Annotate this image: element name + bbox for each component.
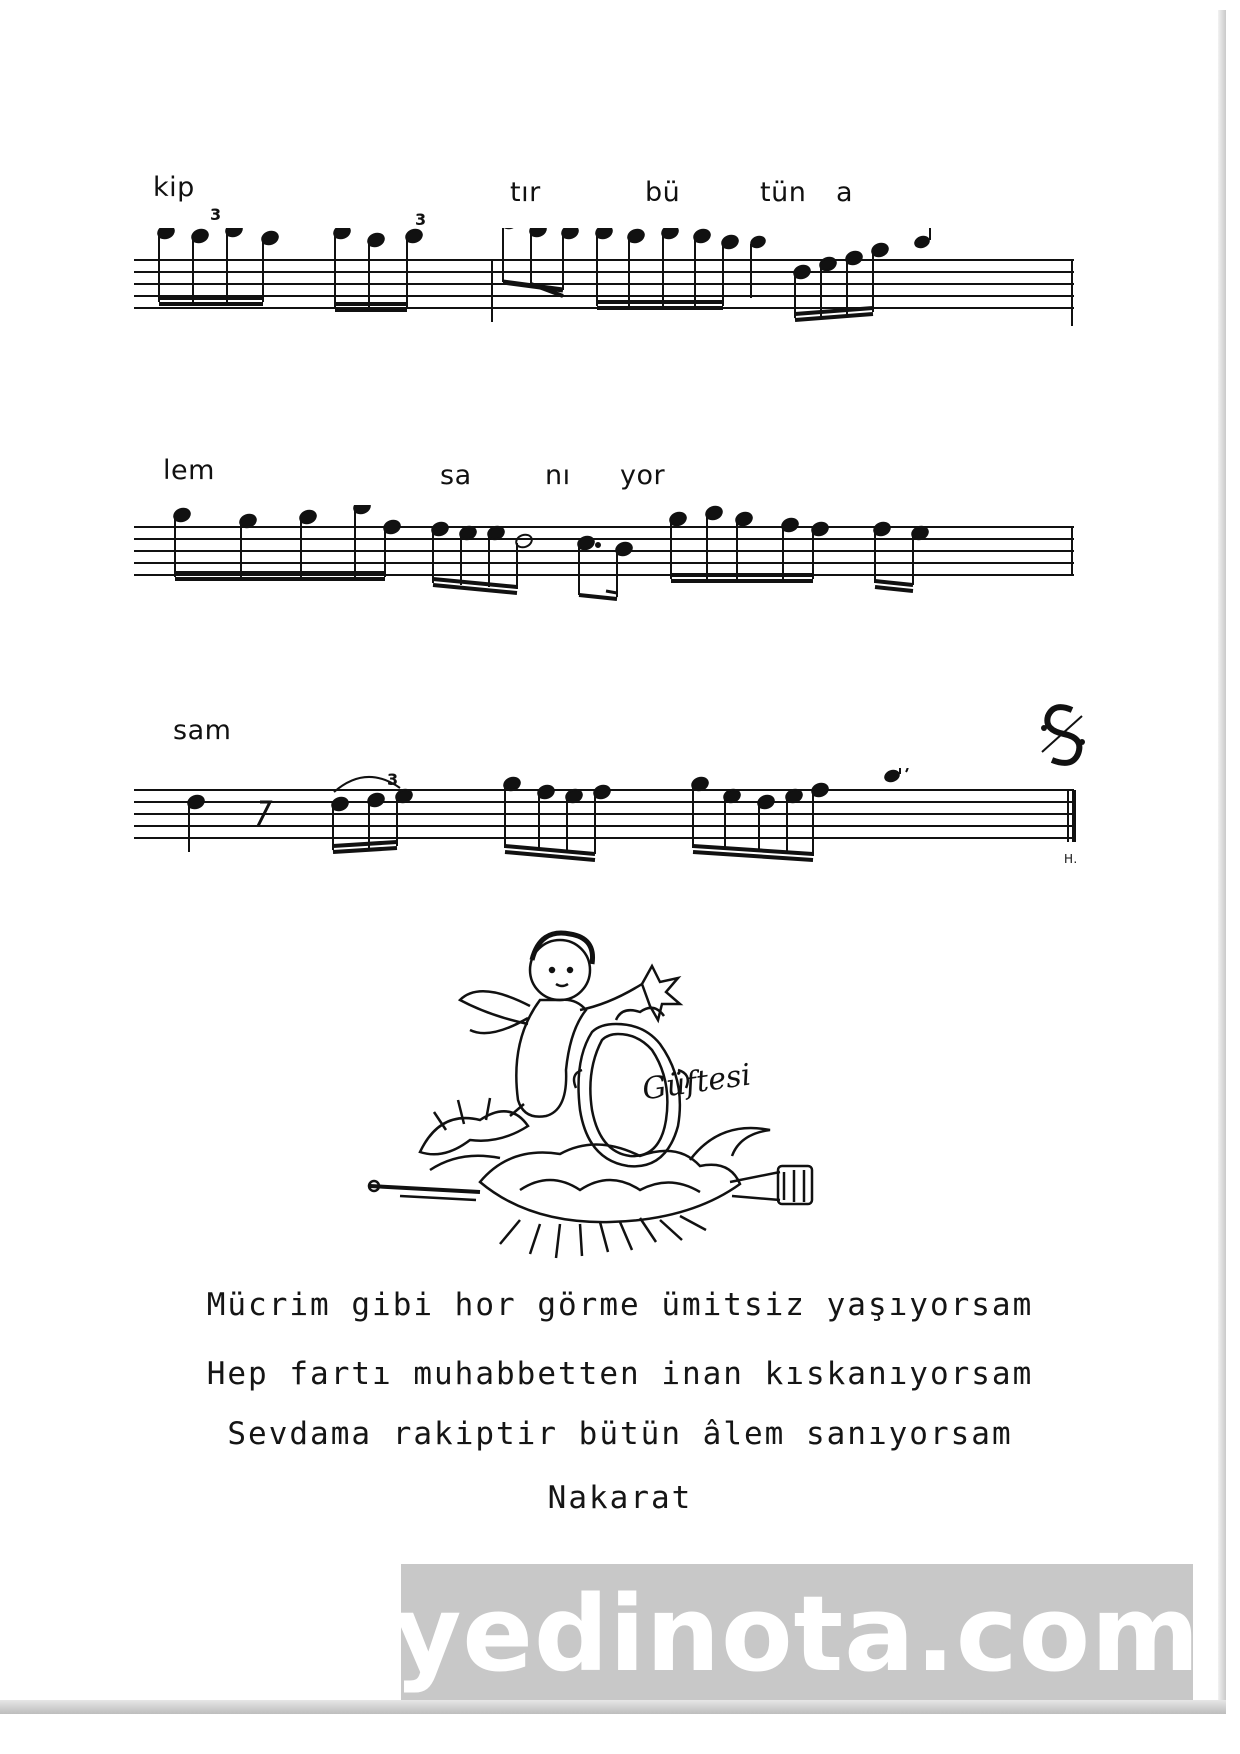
syllable: tır [510,177,541,208]
syllable: yor [620,460,666,491]
syllable: sa [440,460,472,491]
music-staff-3 [130,768,1078,858]
syllable: sam [173,715,232,746]
page-edge-shadow [0,1700,1226,1714]
watermark-banner [393,1564,1201,1704]
syllable: a [836,177,854,208]
music-staff-1 [130,228,1078,318]
syllable: nı [545,460,571,491]
triplet-mark: 3 [415,210,427,229]
watermark-text: yedinota.com [393,1573,1201,1695]
cartouche-label: Güftesi [640,1057,754,1108]
segno-icon [1032,700,1092,770]
syllable: lem [163,455,215,486]
music-staff-2 [130,505,1078,595]
cherub-with-cartouche-icon [360,920,850,1270]
lyric-line: Hep fartı muhabbetten inan kıskanıyorsam [206,1356,1034,1392]
lyric-line: Mücrim gibi hor görme ümitsiz yaşıyorsam [206,1287,1034,1323]
lyric-line: Nakarat [547,1480,693,1516]
page-edge-shadow [1218,10,1226,1710]
triplet-mark: 3 [210,205,222,224]
syllable: bü [645,177,681,208]
syllable: tün [760,177,807,208]
end-mark: H. [1064,852,1078,866]
syllable: kip [153,172,195,203]
triplet-mark: 3 [387,770,399,789]
lyric-line: Sevdama rakiptir bütün âlem sanıyorsam [227,1416,1013,1452]
